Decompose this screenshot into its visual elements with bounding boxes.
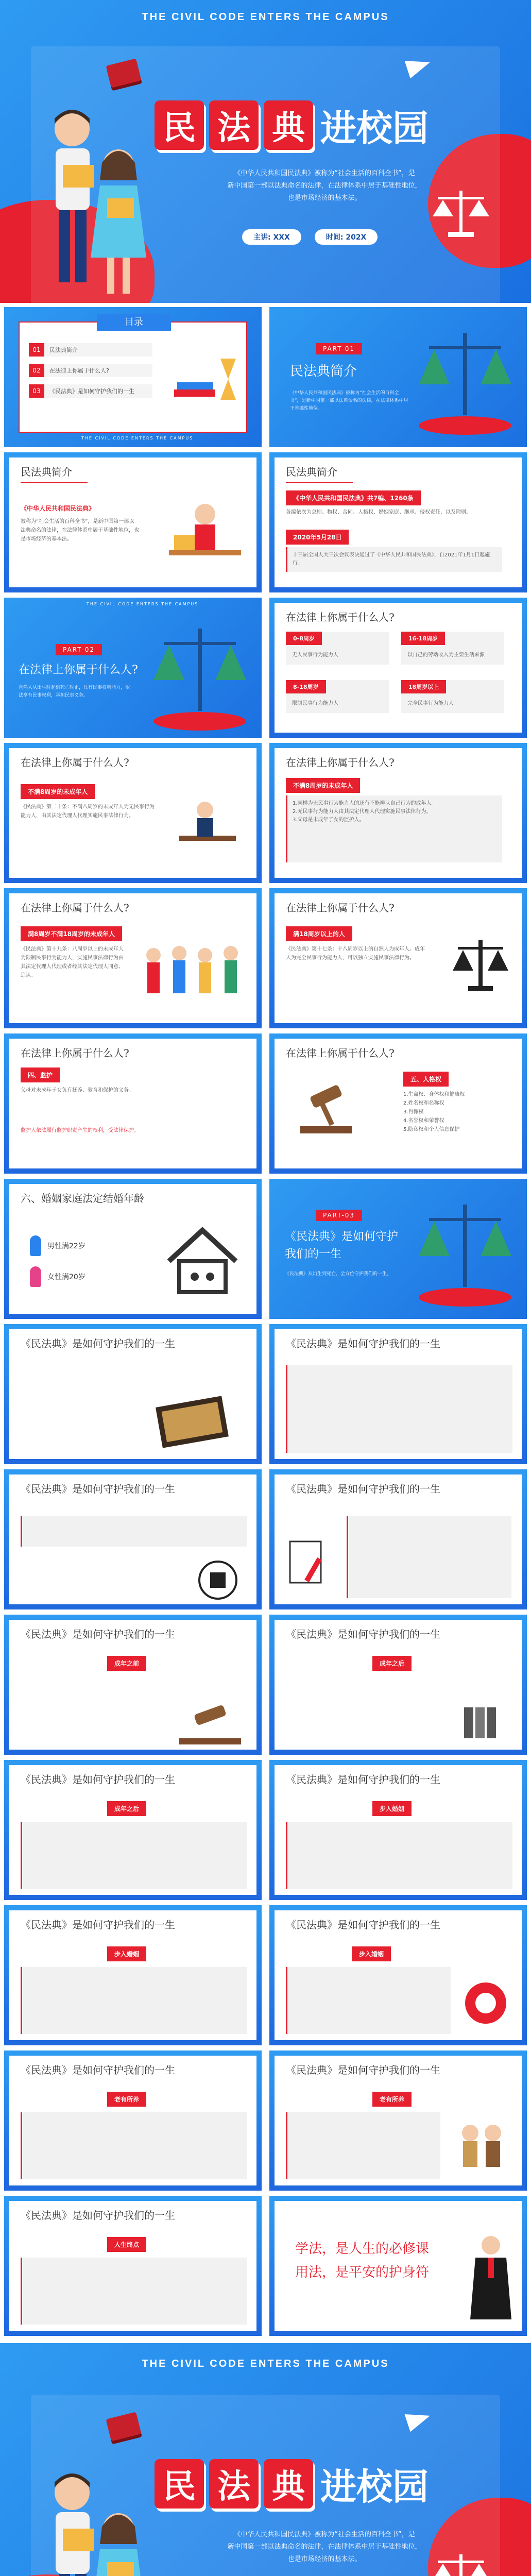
justice-scale-illustration [148,618,251,732]
stamp-icon [195,1557,241,1603]
guard-slide [269,1615,527,1755]
scale-icon [427,185,494,242]
slide-title: 六、婚姻家庭法定结婚年龄 [21,1192,144,1205]
slide-title: 《民法典》是如何守护我们的一生 [286,1337,440,1350]
list-item: 1.生命权、身体权和健康权 [403,1092,465,1097]
slide-title: 《民法典》是如何守护我们的一生 [286,2064,440,2076]
title-char: 民 [155,2459,204,2509]
slide-list [403,1090,511,1134]
slide-text-block [347,1516,511,1598]
slide-title: 《民法典》是如何守护我们的一生 [21,1337,175,1350]
slide-tag: 老有所养 [372,2092,412,2107]
speaker-chip: 主讲: XXX [242,229,301,245]
slide-note: 十三届全国人大三次会议表决通过了《中华人民共和国民法典》，自2021年1月1日起施行。 [286,547,502,572]
age-card [401,632,504,665]
guard-slide [269,1469,527,1609]
cover-intro [191,167,458,205]
age-text: 以自己的劳动收入为主要生活来源 [407,652,485,658]
guard-slide [4,1615,262,1755]
male-age: 男性满22岁 [47,1242,85,1250]
children-group-illustration [138,940,251,1012]
toc-box [19,317,247,433]
slide-tag: 步入婚姻 [107,1946,146,1961]
part-title: 在法律上你属于什么人? [19,664,138,676]
slide-body: 《民法典》第十九条：八周岁以上的未成年人为限制民事行为能力人，实施民事法律行为由其法定代理人代理或者经其法定代理人同意、追认。 [21,946,124,978]
intro-slide-2 [269,452,527,592]
slogan-slide [269,2196,527,2336]
toc-item-3[interactable] [29,384,152,398]
title-suffix: 进校园 [320,106,429,149]
guard-slide [4,1324,262,1464]
guard-slide [4,1760,262,1900]
title-char: 典 [264,100,313,150]
guardian-slide [4,1033,262,1174]
slide-title: 《民法典》是如何守护我们的一生 [21,1483,175,1495]
slide-title: 在法律上你属于什么人? [286,756,395,769]
cover-intro [191,2529,458,2566]
toc-item-1[interactable] [29,343,152,357]
age816-slide [4,888,262,1028]
slide-text-block [21,2112,247,2179]
guard-slide [4,1905,262,2045]
age-card [401,680,504,713]
slide-tag: 五、人格权 [403,1072,449,1087]
age-card [286,632,389,665]
students-illustration [36,2467,155,2576]
hourglass-books-icon [169,348,241,410]
cover-title [155,2459,431,2509]
justice-scale-illustration [414,1194,517,1308]
cover-slide-bottom [0,2343,531,2576]
toc-label: 《民法典》是如何守护我们的一生 [49,388,134,395]
contract-pen-icon [285,1536,336,1588]
slide-tag: 《中华人民共和国民法典》共7编、1260条 [286,490,421,505]
slide-tag: 老有所养 [107,2092,146,2107]
slide-tag: 步入婚姻 [372,1801,412,1816]
toc-number: 01 [29,343,44,357]
age-label: 18周岁以上 [401,680,446,693]
title-suffix: 进校园 [320,2465,429,2508]
intro-line: 新中国第一部以法典命名的法律，在法律体系中居于基础性地位， [227,2543,422,2551]
slide-title: 民法典简介 [21,466,72,478]
slide-title: 在法律上你属于什么人? [286,1047,395,1059]
female-icon [30,1266,41,1287]
part-title-line: 我们的一生 [285,1248,342,1261]
slide-title: 在法律上你属于什么人? [286,611,395,623]
cover-title [155,100,431,150]
part-title [285,1228,398,1263]
age18-slide [269,888,527,1028]
time-chip: 时间: 202X [315,229,378,245]
slide-title: 《民法典》是如何守护我们的一生 [286,1919,440,1931]
slide-tag: 人生终点 [107,2237,146,2252]
slide-title: 《民法典》是如何守护我们的一生 [21,1773,175,1786]
slide-tag: 满8周岁不满18周岁的未成年人 [21,926,122,941]
slide-title: 《民法典》是如何守护我们的一生 [21,1919,175,1931]
cover-banner: THE CIVIL CODE ENTERS THE CAMPUS [142,11,389,23]
wedding-icon [460,1977,511,2029]
guard-slide [4,2196,262,2336]
slide-title: 《民法典》是如何守护我们的一生 [286,1483,440,1495]
law-book-icon [148,1386,236,1453]
part2-footer: THE CIVIL CODE ENTERS THE CAMPUS [87,602,199,606]
slide-tag: 不满8周岁的未成年人 [21,784,95,799]
title-char: 典 [264,2459,313,2509]
judge-illustration [465,2232,517,2325]
list-item: 2.姓名权和名称权 [403,1100,444,1106]
guard-slide [4,2050,262,2191]
age-text: 限制民事行为能力人 [292,701,338,706]
house-icon [164,1225,241,1297]
title-char: 法 [209,100,259,150]
intro-line: 《中华人民共和国民法典》被称为“社会生活的百科全书”，是 [234,2531,415,2538]
slide-text-block [286,1967,451,2034]
slide-text-block [286,1822,512,1889]
title-char: 法 [209,2459,259,2509]
part-title-line: 《民法典》是如何守护 [285,1230,399,1243]
female-row [30,1266,85,1287]
toc-number: 03 [29,384,44,398]
slide-tag: 成年之后 [107,1801,146,1816]
elderly-couple-icon [450,2117,511,2174]
slide-title: 在法律上你属于什么人? [21,902,129,914]
guard-slide [269,1905,527,2045]
list-item: 1.同样为无民事行为能力人的还有不能辨认自己行为的成年人。 [293,801,437,806]
cover-meta [242,229,378,245]
slide-note: 监护人依法履行监护职责产生的权利，受法律保护。 [21,1128,139,1133]
title-underline [286,482,353,483]
students-illustration [36,103,155,303]
slide-tag: 成年之后 [372,1656,412,1671]
title-char: 民 [155,100,204,150]
slide-tag: 四、监护 [21,1067,60,1082]
slide-text-block [21,1516,247,1547]
toc-footer: THE CIVIL CODE ENTERS THE CAMPUS [81,436,194,440]
slide-body: 《民法典》第二十条：不满八周岁的未成年人为无民事行为能力人，由其法定代理人代理实施民事法律行为。 [21,804,155,819]
slide-body: 各编依次为总则、物权、合同、人格权、婚姻家庭、继承、侵权责任，以及附则。 [286,510,471,515]
slide-body: 被称为“社会生活的百科全书”，是新中国第一部以法典命名的法律，在法律体系中居于基础性地位，也是市场经济的基本法。 [21,519,139,542]
cover-banner: THE CIVIL CODE ENTERS THE CAMPUS [142,2358,389,2369]
slide-text-block [21,1967,247,2034]
lecturer-illustration [174,794,246,856]
toc-heading: 目录 [97,314,171,331]
intro-slide-1 [4,452,262,592]
slide-tag: 步入婚姻 [352,1946,391,1961]
slide-title: 在法律上你属于什么人? [286,902,395,914]
slide-text-block [21,2258,247,2325]
slide-title: 在法律上你属于什么人? [21,1047,129,1059]
title-underline [21,482,88,483]
part-tag: PART-02 [56,644,102,655]
male-row [30,1235,85,1256]
slide-body: 父母对未成年子女负有抚养、教育和保护的义务。 [21,1088,134,1093]
slide-list [286,795,502,862]
guard-slide [269,2050,527,2191]
slide-tag: 成年之前 [107,1656,146,1671]
list-item: 2.无民事行为能力人由其法定代理人代理实施民事法律行为。 [293,809,432,815]
justice-scale-illustration [414,323,517,436]
slide-tag: 《中华人民共和国民法典》 [21,505,95,512]
personality-slide [269,1033,527,1174]
list-item: 3.父母是未成年子女的监护人。 [293,817,365,823]
gavel-icon [290,1080,362,1142]
slogan [295,2237,429,2284]
age-text: 无人民事行为能力人 [292,652,338,658]
intro-line: 《中华人民共和国民法典》被称为“社会生活的百科全书”，是 [234,170,415,177]
slide-text-block [286,2112,440,2179]
part-desc: 《民法典》从出生到死亡，全方位守护我们的一生。 [285,1272,392,1277]
slide-tag: 2020年5月28日 [286,530,349,545]
slogan-line: 学法，是人生的必修课 [295,2241,430,2257]
toc-item-2[interactable] [29,364,152,377]
age-label: 8-18周岁 [286,680,326,693]
toc-slide [4,307,262,447]
slide-title: 《民法典》是如何守护我们的一生 [21,2064,175,2076]
marriage-age-slide [4,1179,262,1319]
list-item: 4.名誉权和荣誉权 [403,1118,444,1124]
part3-slide [269,1179,527,1319]
intro-line: 新中国第一部以法典命名的法律，在法律体系中居于基础性地位， [227,182,422,190]
age-card [286,680,389,713]
list-item: 5.隐私权和个人信息保护 [403,1127,460,1132]
gavel-icon [174,1702,246,1749]
under8-slide [4,743,262,883]
reading-person-illustration [164,494,246,576]
part2-slide [4,598,262,738]
female-age: 女性满20岁 [47,1273,85,1281]
intro-line: 也是市场经济的基本法。 [287,2555,362,2563]
slide-title: 《民法典》是如何守护我们的一生 [21,2209,175,2222]
part-desc: 《中华人民共和国民法典》被称为“社会生活的百科全书”，是新中国第一部以法典命名的法律，在法律体系中居于基础性地位。 [290,391,408,411]
age-text: 完全民事行为能力人 [407,701,454,706]
ages-slide [269,598,527,738]
age-label: 16-18周岁 [401,632,445,645]
part-tag: PART-03 [316,1210,362,1221]
slide-title: 民法典简介 [286,466,337,478]
list-item: 3.肖像权 [403,1109,424,1115]
part-title: 民法典简介 [290,364,357,379]
slide-title: 在法律上你属于什么人? [21,756,129,769]
slide-tag: 满18周岁以上的人 [286,926,352,941]
intro-line: 也是市场经济的基本法。 [287,194,362,202]
guard-slide [269,1760,527,1900]
slide-title: 《民法典》是如何守护我们的一生 [286,1773,440,1786]
slide-title: 《民法典》是如何守护我们的一生 [21,1628,175,1640]
toc-label: 在法律上你属于什么人? [49,367,109,374]
under8b-slide [269,743,527,883]
books-icon [460,1702,506,1743]
toc-label: 民法典简介 [49,347,78,353]
male-icon [30,1235,41,1256]
guard-slide [269,1324,527,1464]
slide-tag: 不满8周岁的未成年人 [286,778,360,793]
slide-body: 《民法典》第十七条：十八周岁以上的自然人为成年人。成年人为完全民事行为能力人，可以独立实施民事法律行为。 [286,946,425,961]
age-label: 0-8周岁 [286,632,322,645]
part1-slide [269,307,527,447]
guard-slide [4,1469,262,1609]
toc-number: 02 [29,364,44,377]
slogan-line: 用法，是平安的护身符 [295,2265,430,2280]
part-desc: 自然人从出生时起到死亡时止，具有民事权利能力，依法享有民事权利，承担民事义务。 [19,685,130,698]
part-tag: PART-01 [316,343,362,354]
cover-slide-top [0,0,531,303]
scale-icon [450,935,511,996]
slide-text-block [21,1822,247,1889]
slide-title: 《民法典》是如何守护我们的一生 [286,1628,440,1640]
slide-text-block [286,1365,512,1453]
scale-icon [427,2549,494,2576]
